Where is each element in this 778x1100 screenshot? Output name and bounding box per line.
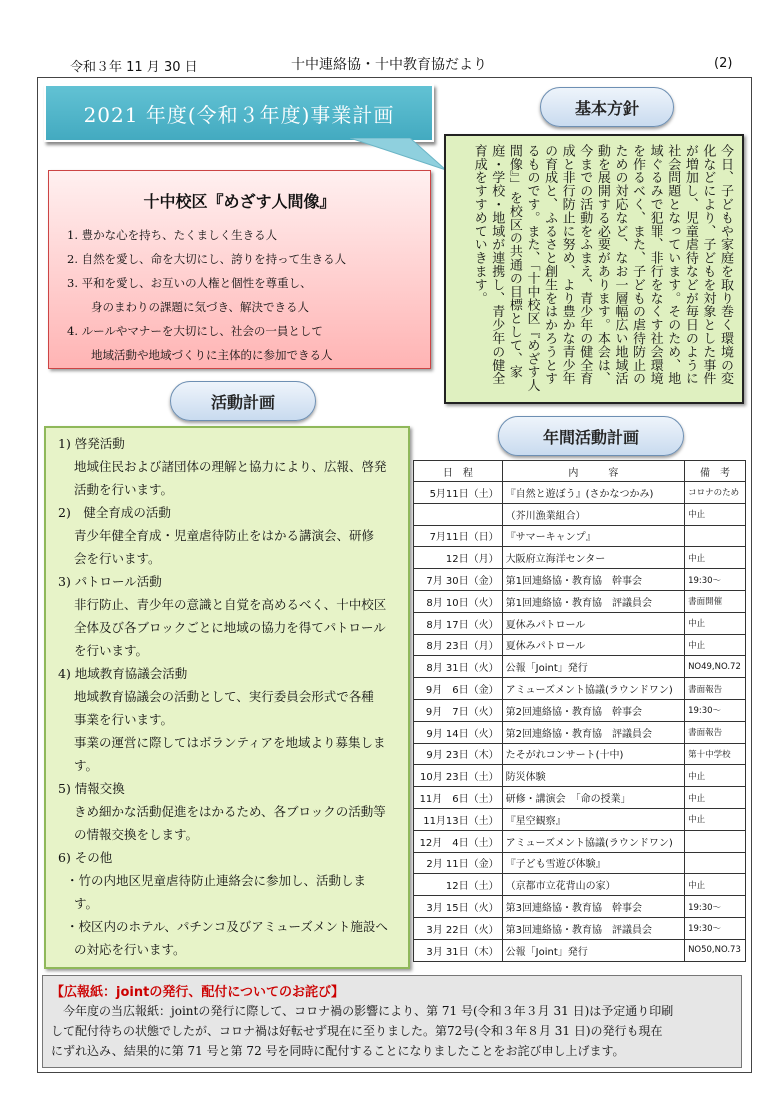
activity-item-heading: 4) 地域教育協議会活動 <box>58 666 188 681</box>
schedule-content: 『自然と遊ぼう』(さかなつかみ) <box>502 482 684 504</box>
page-number: (2) <box>714 56 733 71</box>
vision-title: 十中校区『めざす人間像』 <box>143 192 336 211</box>
activity-item-text: 地域教育協議会の活動として、実行委員会形式で各種 <box>74 689 374 704</box>
vision-line: 3. 平和を愛し、お互いの人権と個性を尊重し、 <box>67 276 312 290</box>
schedule-date: 10月 23日（土） <box>414 765 503 787</box>
table-row <box>414 896 746 918</box>
schedule-note: 書面報告 <box>685 678 746 700</box>
activity-item-text: 非行防止、青少年の意識と自覚を高めるべく、十中校区 <box>74 597 387 612</box>
table-row <box>414 787 746 809</box>
activity-item-text: す。 <box>74 758 99 773</box>
schedule-content: 第2回連絡協・教育協 評議員会 <box>502 721 684 743</box>
vision-line: 2. 自然を愛し、命を大切にし、誇りを持って生きる人 <box>67 252 347 266</box>
activity-item-text: 全体及び各ブロックごとに地域の協力を得てパトロール <box>74 620 386 635</box>
schedule-note: 19:30～ <box>685 917 746 939</box>
schedule-note: 19:30～ <box>685 699 746 721</box>
table-row <box>414 547 746 569</box>
schedule-date: 3月 22日（火） <box>414 917 503 939</box>
schedule-content: 夏休みパトロール <box>502 634 684 656</box>
activity-item-text: 活動を行います。 <box>74 482 174 497</box>
schedule-content: 公報「Joint」発行 <box>502 656 684 678</box>
column-header: 備 考 <box>685 461 746 482</box>
schedule-content: 防災体験 <box>502 765 684 787</box>
schedule-content: 研修・講演会 「命の授業」 <box>502 787 684 809</box>
schedule-note: 中止 <box>685 547 746 569</box>
schedule-date: 8月 17日（火） <box>414 612 503 634</box>
schedule-note: 中止 <box>685 808 746 830</box>
schedule-content: 第1回連絡協・教育協 幹事会 <box>502 569 684 591</box>
schedule-content: 大阪府立海洋センター <box>502 547 684 569</box>
basic-policy-text: 今日、子どもや家庭を取り巻く環境の変化などにより、子どもを対象とした事件が増加し、児童虐待などが毎日のように社会問題となっています。そのため、地域ぐるみで犯罪、非行をなくす社会環境を作るべく、また、子どもの虐待防止のための対応など、なお一層幅広い地域活動を展開する必要があります。本会は、今までの活動をふまえ、青少年の健全育成と非行防止に努め、より豊かな青少年の育成と、ふるさと創生をはかろうとするものです。また、「十中校区『めざす人間像』」を校区の共通の目標として、家庭・学校・地域が連携し、青少年の健全育成をすすめていきます。 <box>471 144 733 393</box>
schedule-note <box>685 830 746 852</box>
issue-date: 令和３年 11 月 30 日 <box>70 60 198 75</box>
activity-item-text: の対応を行います。 <box>74 942 186 957</box>
schedule-note: 中止 <box>685 503 746 525</box>
schedule-date: 12日（土） <box>414 874 503 896</box>
activity-item-text: 事業の運営に際してはボランティアを地域より募集しま <box>74 735 386 750</box>
table-row <box>414 525 746 547</box>
vision-line: 4. ルールやマナーを大切にし、社会の一員として <box>67 324 323 338</box>
schedule-date: 12月 4日（土） <box>414 830 503 852</box>
schedule-content: 『子ども雪遊び体験』 <box>502 852 684 874</box>
activity-plan-heading-label: 活動計画 <box>210 392 275 412</box>
table-row <box>414 678 746 700</box>
basic-policy-heading-label: 基本方針 <box>574 98 639 118</box>
activity-item-heading: 5) 情報交換 <box>58 781 125 796</box>
schedule-content: 公報「Joint」発行 <box>502 939 684 961</box>
schedule-content: （京都市立花背山の家） <box>502 874 684 896</box>
table-row <box>414 503 746 525</box>
activity-item-text: 青少年健全育成・児童虐待防止をはかる講演会、研修 <box>74 528 375 543</box>
table-row <box>414 765 746 787</box>
schedule-date: 9月 23日（木） <box>414 743 503 765</box>
schedule-content: 『星空観察』 <box>502 808 684 830</box>
schedule-date: 7月 30日（金） <box>414 569 503 591</box>
notice-line: にずれ込み、結果的に第 71 号と第 72 号を同時に配付することになりましたことをお詫び申し上げます。 <box>51 1044 625 1058</box>
schedule-content: 夏休みパトロール <box>502 612 684 634</box>
notice-box <box>42 975 742 1068</box>
schedule-date: 5月11日（土） <box>414 482 503 504</box>
activity-item-text: 地域住民および諸団体の理解と協力により、広報、啓発 <box>74 459 387 474</box>
schedule-note: 書面開催 <box>685 590 746 612</box>
activity-item-text: の情報交換をします。 <box>74 827 199 842</box>
schedule-date: 11月13日（土） <box>414 808 503 830</box>
table-row <box>414 743 746 765</box>
table-row <box>414 830 746 852</box>
basic-policy-box <box>444 134 744 404</box>
schedule-note: 中止 <box>685 765 746 787</box>
banner-tail-shape <box>350 138 450 172</box>
vision-line: 地域活動や地域づくりに主体的に参加できる人 <box>91 348 333 362</box>
schedule-date: 3月 15日（火） <box>414 896 503 918</box>
schedule-date: 8月 23日（月） <box>414 634 503 656</box>
schedule-note: 書面報告 <box>685 721 746 743</box>
activity-plan-heading <box>170 381 316 421</box>
notice-title: 【広報紙：jointの発行、配付についてのお詫び】 <box>51 985 345 1000</box>
annual-plan-table <box>413 460 746 962</box>
plan-title-banner <box>44 84 434 142</box>
activity-item-heading: 1) 啓発活動 <box>58 436 125 451</box>
schedule-content: 第3回連絡協・教育協 評議員会 <box>502 917 684 939</box>
table-row <box>414 939 746 961</box>
schedule-content: アミューズメント協議(ラウンドワン) <box>502 830 684 852</box>
annual-plan-heading-label: 年間活動計画 <box>542 427 639 447</box>
schedule-note: NO49,NO.72 <box>685 656 746 678</box>
activity-item-text: ・校区内のホテル、パチンコ及びアミューズメント施設へ <box>66 919 388 934</box>
schedule-content: アミューズメント協議(ラウンドワン) <box>502 678 684 700</box>
plan-title: 2021 年度(令和３年度)事業計画 <box>83 102 395 127</box>
schedule-date: 2月 11日（金） <box>414 852 503 874</box>
activity-plan-box <box>44 426 410 969</box>
annual-plan-heading <box>498 416 684 456</box>
schedule-note: コロナのため <box>685 482 746 504</box>
schedule-content: 第1回連絡協・教育協 評議員会 <box>502 590 684 612</box>
table-row <box>414 590 746 612</box>
schedule-note: 19:30～ <box>685 896 746 918</box>
table-row <box>414 808 746 830</box>
table-row <box>414 699 746 721</box>
schedule-note: 中止 <box>685 634 746 656</box>
column-header: 内 容 <box>502 461 684 482</box>
schedule-date: 8月 10日（火） <box>414 590 503 612</box>
table-row <box>414 721 746 743</box>
table-row <box>414 612 746 634</box>
schedule-note: 19:30～ <box>685 569 746 591</box>
schedule-note: 中止 <box>685 874 746 896</box>
schedule-note: 中止 <box>685 612 746 634</box>
schedule-date: 12日（月） <box>414 547 503 569</box>
table-row <box>414 852 746 874</box>
schedule-content: たそがれコンサート(十中) <box>502 743 684 765</box>
activity-item-text: ・竹の内地区児童虐待防止連絡会に参加し、活動しま <box>66 873 367 888</box>
vision-line: 1. 豊かな心を持ち、たくましく生きる人 <box>67 228 278 242</box>
activity-item-text: 会を行います。 <box>74 551 161 566</box>
activity-item-text: す。 <box>74 896 99 911</box>
schedule-date: 7月11日（日） <box>414 525 503 547</box>
basic-policy-heading <box>540 87 674 127</box>
schedule-date <box>414 503 503 525</box>
schedule-note: NO50,NO.73 <box>685 939 746 961</box>
schedule-note <box>685 852 746 874</box>
activity-item-text: 事業を行います。 <box>74 712 174 727</box>
schedule-date: 3月 31日（木） <box>414 939 503 961</box>
vision-box <box>48 170 431 369</box>
activity-item-heading: 3) パトロール活動 <box>58 574 162 589</box>
schedule-content: 第2回連絡協・教育協 幹事会 <box>502 699 684 721</box>
schedule-note: 中止 <box>685 787 746 809</box>
schedule-note <box>685 525 746 547</box>
newsletter-title: 十中連絡協・十中教育協だより <box>291 57 487 73</box>
activity-item-text: きめ細かな活動促進をはかるため、各ブロックの活動等 <box>74 804 386 819</box>
column-header: 日 程 <box>414 461 503 482</box>
table-row <box>414 482 746 504</box>
schedule-date: 9月 14日（火） <box>414 721 503 743</box>
table-row <box>414 656 746 678</box>
schedule-content: 『サマーキャンプ』 <box>502 525 684 547</box>
schedule-date: 9月 6日（金） <box>414 678 503 700</box>
notice-line: して配付待ちの状態でしたが、コロナ禍は好転せず現在に至りました。第72号(令和３年８月 31 日)の発行も現在 <box>51 1024 663 1038</box>
vision-line: 身のまわりの課題に気づき、解決できる人 <box>91 300 310 314</box>
activity-item-heading: 2) 健全育成の活動 <box>58 505 171 520</box>
table-row <box>414 569 746 591</box>
table-row <box>414 634 746 656</box>
notice-line: 今年度の当広報紙：jointの発行に際して、コロナ禍の影響により、第 71 号(令和３年３月 31 日)は予定通り印刷 <box>63 1004 674 1018</box>
schedule-date: 8月 31日（火） <box>414 656 503 678</box>
schedule-content: 第3回連絡協・教育協 幹事会 <box>502 896 684 918</box>
schedule-date: 9月 7日（火） <box>414 699 503 721</box>
table-row <box>414 917 746 939</box>
table-header-row <box>414 461 746 482</box>
schedule-note: 第十中学校 <box>685 743 746 765</box>
schedule-date: 11月 6日（土） <box>414 787 503 809</box>
activity-item-text: を行います。 <box>74 643 149 658</box>
table-row <box>414 874 746 896</box>
activity-item-heading: 6) その他 <box>58 850 113 865</box>
schedule-content: （芥川漁業組合） <box>502 503 684 525</box>
